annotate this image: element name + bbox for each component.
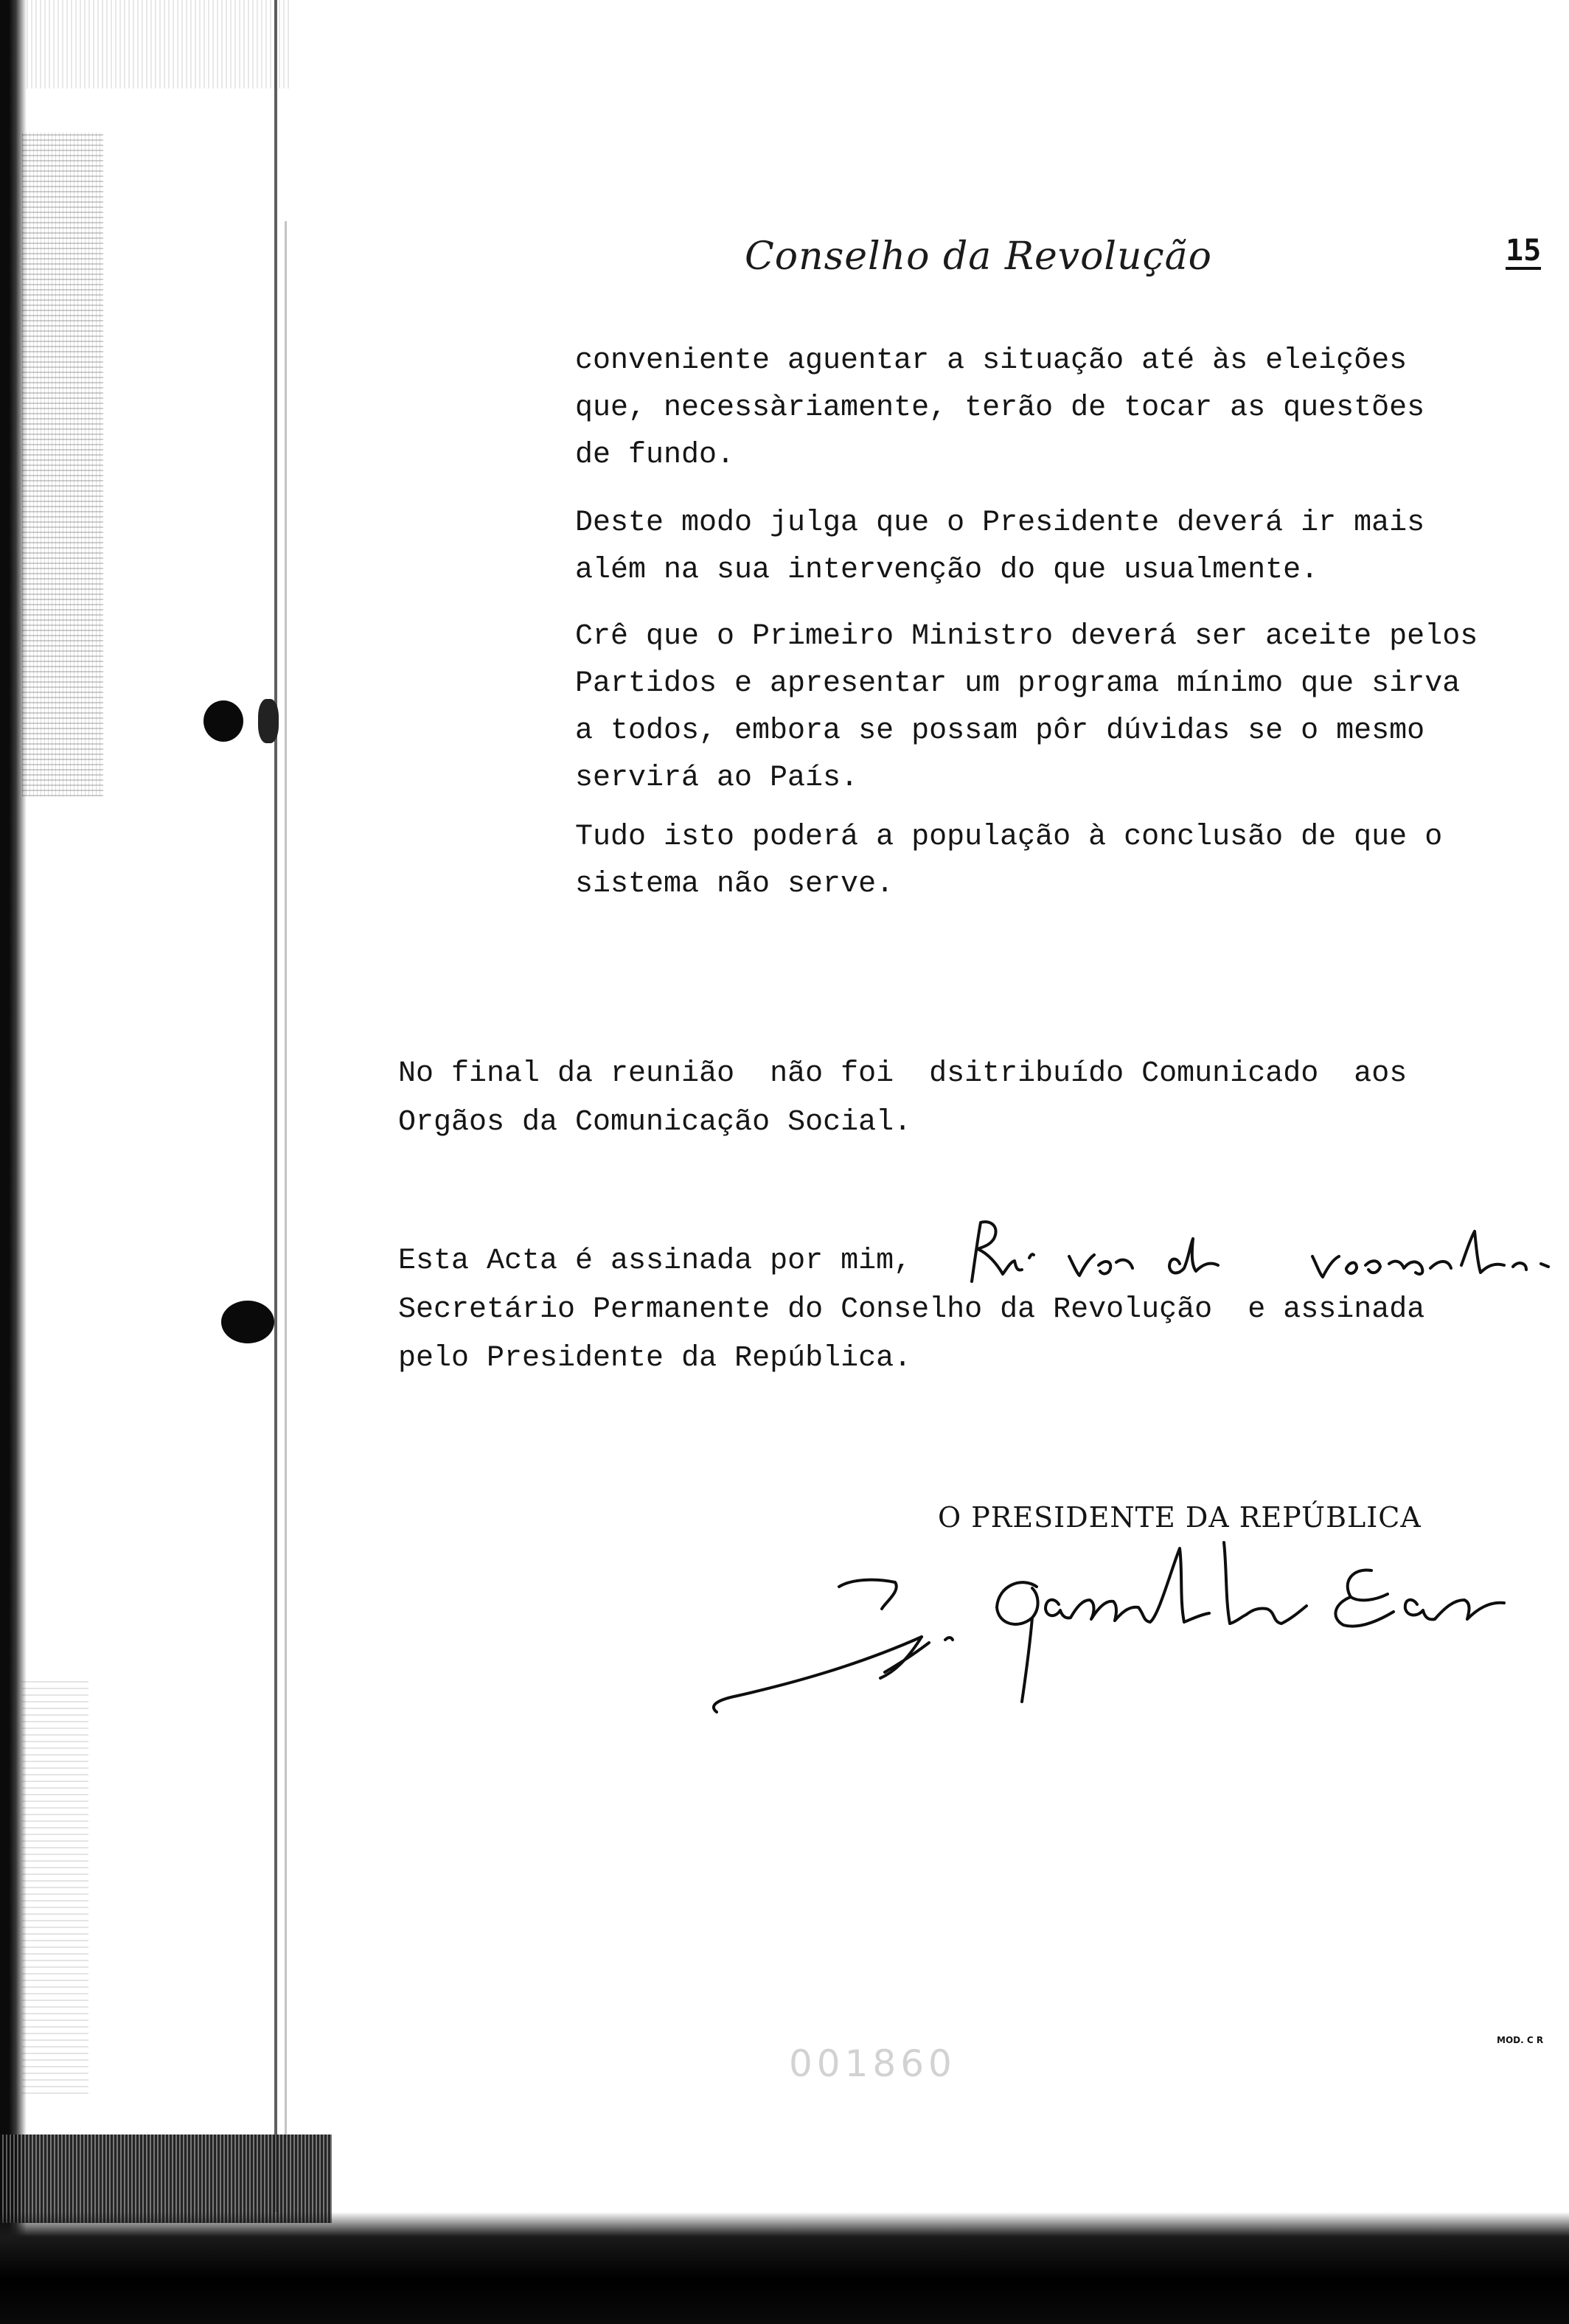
page-number: 15 bbox=[1506, 234, 1541, 270]
secretary-signature bbox=[959, 1217, 1563, 1298]
punch-hole bbox=[258, 699, 279, 743]
punch-hole bbox=[203, 700, 243, 742]
form-code: MOD. C R bbox=[1497, 2035, 1544, 2045]
scan-noise bbox=[22, 1681, 88, 2094]
body-paragraph: conveniente aguentar a situação até às eleições que, necessàriamente, terão de tocar as questões de fundo. bbox=[575, 344, 1425, 472]
body-paragraph: Deste modo julga que o Presidente deverá ir mais além na sua intervenção do que usualmente. bbox=[575, 507, 1425, 587]
body-paragraph: Tudo isto poderá a população à conclusão de que o sistema não serve. bbox=[575, 821, 1443, 901]
page-fold-line bbox=[285, 221, 287, 2138]
scan-noise bbox=[22, 133, 103, 796]
page-fold-line bbox=[274, 0, 277, 2212]
final-note: No final da reunião não foi dsitribuído Comunicado aos Orgãos da Comunicação Social. bbox=[398, 1057, 1408, 1139]
archive-stamp: 001860 bbox=[789, 2042, 956, 2085]
acta-note: Esta Acta é assinada por mim, Secretário Permanente do Conselho da Revolução e assinada pelo Presidente da República. bbox=[398, 1245, 1425, 1375]
scan-bottom-edge bbox=[0, 2212, 1569, 2324]
page-header-title: Conselho da Revolução bbox=[745, 234, 1212, 279]
scan-noise bbox=[27, 0, 292, 88]
president-signature bbox=[708, 1526, 1569, 1718]
body-paragraph: Crê que o Primeiro Ministro deverá ser aceite pelos Partidos e apresentar um programa mínimo que sirva a todos, embora se possam pôr dúvidas se o mesmo servirá ao País. bbox=[575, 620, 1478, 795]
punch-hole bbox=[221, 1301, 274, 1343]
president-label: O PRESIDENTE DA REPÚBLICA bbox=[938, 1501, 1422, 1534]
scan-noise bbox=[0, 2135, 332, 2223]
